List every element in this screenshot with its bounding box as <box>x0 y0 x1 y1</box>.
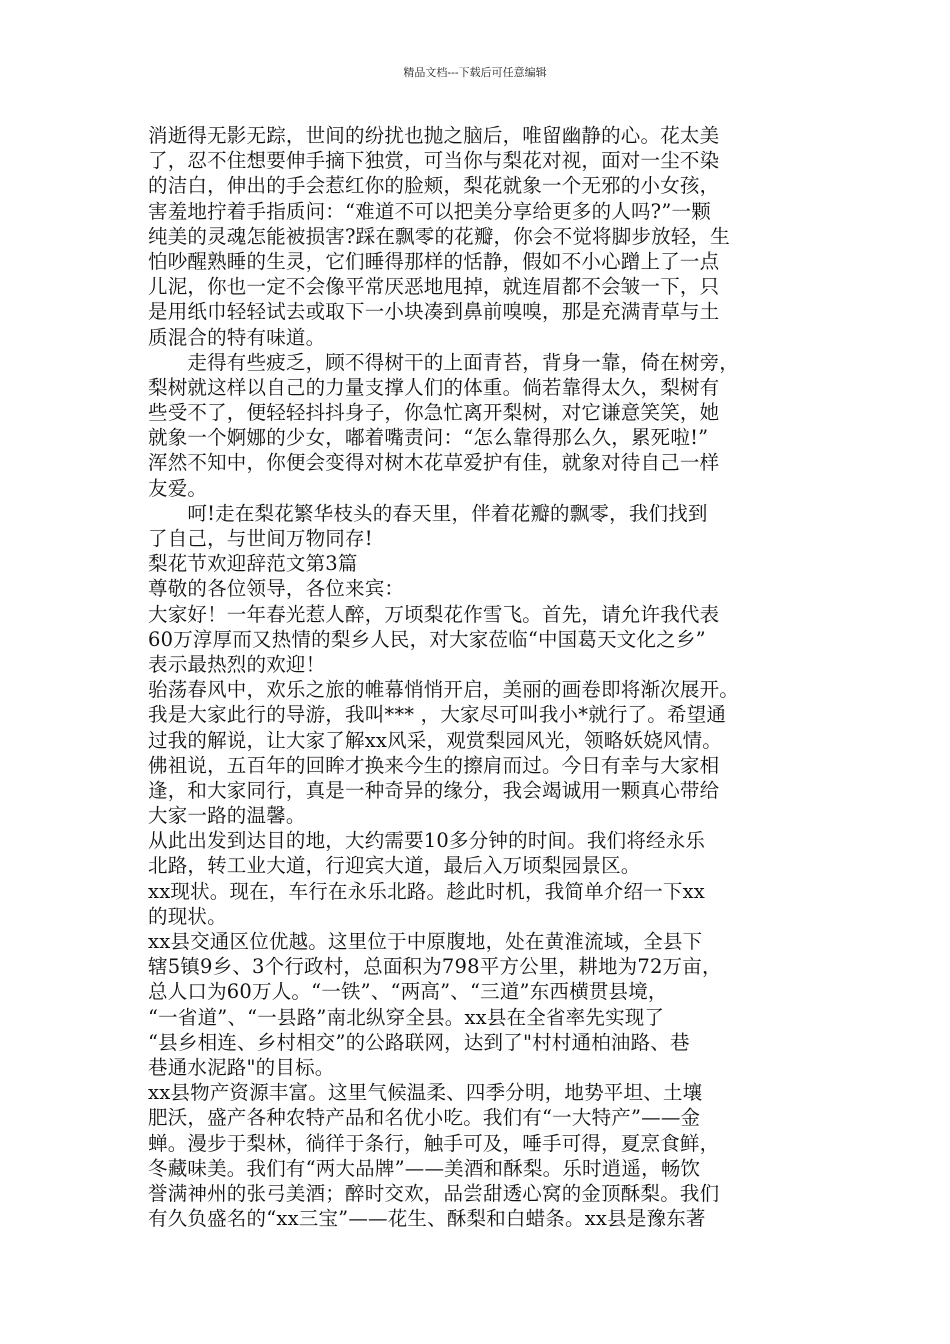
text-line: 纯美的灵魂怎能被损害?踩在飘零的花瓣，你会不觉将脚步放轻，生 <box>148 224 730 248</box>
text-line: 巷通水泥路"的目标。 <box>148 1055 335 1079</box>
text-line: 浑然不知中，你便会变得对树木花草爱护有佳，就象对待自己一样 <box>148 451 720 475</box>
text-line: 总人口为60万人。“一铁”、“两高”、“三道”东西横贯县境， <box>148 980 668 1004</box>
text-line: 尊敬的各位领导，各位来宾： <box>148 577 405 601</box>
text-line: 质混合的特有味道。 <box>148 325 326 349</box>
text-line: 害羞地拧着手指质问：“难道不可以把美分享给更多的人吗?”一颗 <box>148 199 711 223</box>
text-line: xx现状。现在，车行在永乐北路。趁此时机，我简单介绍一下xx <box>148 879 705 903</box>
text-line: 友爱。 <box>148 476 208 500</box>
text-line: 呵!走在梨花繁华枝头的春天里，伴着花瓣的飘零，我们找到 <box>148 501 708 525</box>
text-line: 誉满神州的张弓美酒；醉时交欢，品尝甜透心窝的金顶酥梨。我们 <box>148 1181 720 1205</box>
text-line: xx县物产资源丰富。这里气候温柔、四季分明，地势平坦、土壤 <box>148 1081 703 1105</box>
text-line: 消逝得无影无踪，世间的纷扰也抛之脑后，唯留幽静的心。花太美 <box>148 124 720 147</box>
text-line: 就象一个婀娜的少女，嘟着嘴责问：“怎么靠得那么久，累死啦!” <box>148 426 709 450</box>
text-line: 表示最热烈的欢迎！ <box>148 652 326 676</box>
text-line: 怕吵醒熟睡的生灵，它们睡得那样的恬静，假如不小心蹭上了一点 <box>148 249 720 273</box>
text-line: 梨花节欢迎辞范文第3篇 <box>148 552 358 576</box>
text-line: “县乡相连、乡村相交”的公路联网，达到了"村村通柏油路、巷 <box>148 1030 690 1054</box>
text-line: 大家一路的温馨。 <box>148 804 306 828</box>
text-line: 的现状。 <box>148 904 227 928</box>
text-line: 北路，转工业大道，行迎宾大道，最后入万顷梨园景区。 <box>148 854 641 878</box>
text-line: 了，忍不住想要伸手摘下独赏，可当你与梨花对视，面对一尘不染 <box>148 149 720 173</box>
text-line: 60万淳厚而又热情的梨乡人民，对大家莅临“中国葛天文化之乡” <box>148 627 706 651</box>
text-line: 是用纸巾轻轻试去或取下一小块凑到鼻前嗅嗅，那是充满青草与土 <box>148 300 720 324</box>
text-line: 辖5镇9乡、3个行政村，总面积为798平方公里，耕地为72万亩， <box>148 955 722 979</box>
text-line: 冬藏味美。我们有“两大品牌”——美酒和酥梨。乐时逍遥，畅饮 <box>148 1156 701 1180</box>
page-header: 精品文档---下载后可任意编辑 <box>403 66 547 79</box>
text-line: 佛祖说，五百年的回眸才换来今生的擦肩而过。今日有幸与大家相 <box>148 753 720 777</box>
text-line: 我是大家此行的导游，我叫*** ，大家尽可叫我小*就行了。希望通 <box>148 703 727 727</box>
text-line: 了自己，与世间万物同存! <box>148 527 373 550</box>
text-line: 骀荡春风中，欢乐之旅的帷幕悄悄开启，美丽的画卷即将渐次展开。 <box>148 678 740 702</box>
text-line: 走得有些疲乏，顾不得树干的上面青苔，背身一靠，倚在树旁， <box>148 350 740 374</box>
text-line: 过我的解说，让大家了解xx风采，观赏梨园风光，领略妖娆风情。 <box>148 728 722 752</box>
text-line: 从此出发到达目的地，大约需要10多分钟的时间。我们将经永乐 <box>148 829 706 853</box>
text-line: 儿泥，你也一定不会像平常厌恶地甩掉，就连眉都不会皱一下，只 <box>148 275 720 299</box>
document-body <box>148 123 828 1231</box>
text-line: 的洁白，伸出的手会惹红你的脸颊，梨花就象一个无邪的小女孩， <box>148 174 720 198</box>
text-line: “一省道”、“一县路”南北纵穿全县。xx县在全省率先实现了 <box>148 1005 665 1029</box>
text-line: 有久负盛名的“xx三宝”——花生、酥梨和白蜡条。xx县是豫东著 <box>148 1207 706 1231</box>
text-line: 逢，和大家同行，真是一种奇异的缘分，我会竭诚用一颗真心带给 <box>148 778 720 802</box>
text-line: 肥沃，盛产各种农特产品和名优小吃。我们有“一大特产”——金 <box>148 1106 701 1130</box>
text-line: 大家好！一年春光惹人醉，万顷梨花作雪飞。首先，请允许我代表 <box>148 602 720 626</box>
text-line: xx县交通区位优越。这里位于中原腹地，处在黄淮流域，全县下 <box>148 930 703 953</box>
text-line: 蝉。漫步于梨林，徜徉于条行，触手可及，唾手可得，夏烹食鲜， <box>148 1131 720 1155</box>
text-line: 梨树就这样以自己的力量支撑人们的体重。倘若靠得太久，梨树有 <box>148 375 720 399</box>
text-line: 些受不了，便轻轻抖抖身子，你急忙离开梨树，对它谦意笑笑，她 <box>148 401 720 425</box>
